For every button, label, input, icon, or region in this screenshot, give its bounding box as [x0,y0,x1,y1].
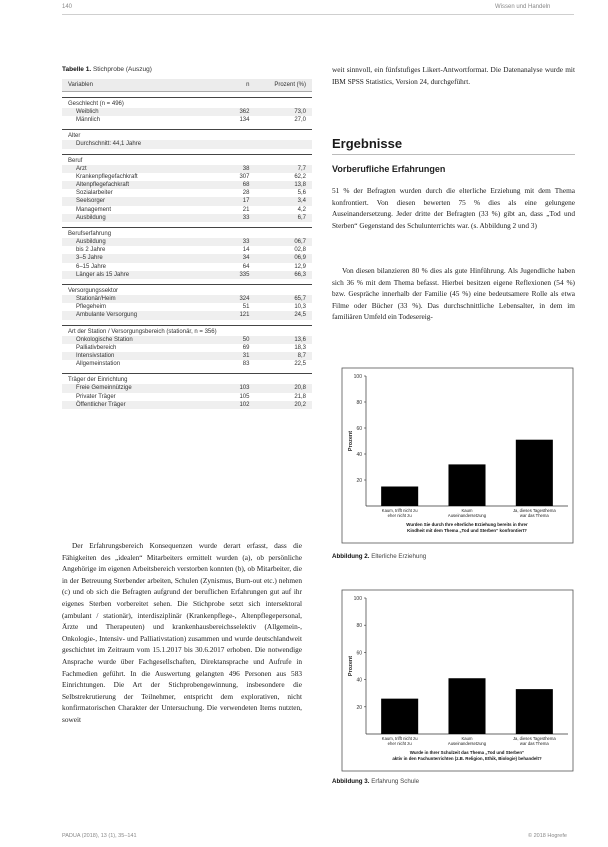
y-tick-label: 40 [356,677,362,684]
table-cell: bis 2 Jahre [76,247,106,254]
table-cell: 10,3 [294,304,306,311]
bar [448,678,485,734]
table-cell: Freie Gemeinnützige [76,385,132,392]
table-cell: 68 [242,182,250,189]
table-cell: Weiblich [76,109,99,115]
table-cell: 20,8 [294,385,306,392]
table-row [62,246,312,254]
table-cell: 33 [242,239,250,246]
table-cell: 307 [239,173,250,180]
table-cell: 73,0 [294,109,306,115]
table-cell: Management [76,206,112,213]
y-tick-label: 80 [356,623,362,630]
figure-2 [332,366,575,546]
table-section-title: Alter [68,133,81,140]
table-row [62,271,312,279]
table-cell: Privater Träger [76,393,116,400]
table-cell: 02,8 [294,247,306,254]
y-tick-label: 20 [356,704,362,711]
running-head: Wissen und Handeln [495,4,551,10]
figure-3-chart [332,588,575,773]
table-row [62,393,312,401]
table-section [62,227,312,279]
table-cell: 102 [239,401,250,408]
table-cell: 3–5 Jahre [76,255,103,262]
results-paragraph-2: Von diesen bilanzieren 80 % dies als gute Hinführung. Als Jugendliche haben sich 36 % mit dem Thema befasst. Hierbei besitzen eigene Reflexionen (54 %) bzw. Gespräche innerhalb der Familie (45 %) eine bedeutsamere Rolle als etwa Filme oder Bücher (33 %). Das durchschnittliche Lebensalter, in dem im familiären Umfeld ein Todesereig- [332,266,575,322]
table-cell: Intensivstation [76,353,115,360]
x-tick-label: Kaum, trifft nicht zu [381,508,418,513]
figure-3 [332,588,575,773]
table-section-title: Versorgungssektor [68,288,119,295]
table-section [62,373,312,409]
table-cell: 12,9 [294,263,306,270]
table-cell: Arzt [76,165,87,172]
bar [516,689,553,734]
table-section-title: Beruf [68,157,83,164]
table-cell: 4,2 [297,206,306,213]
table-cell: 50 [242,336,250,343]
table-row [62,344,312,352]
x-tick-label: Ja, dieses Tagesthema [512,736,556,741]
table-cell: Ausbildung [76,214,106,221]
table-cell: 13,6 [294,336,306,343]
header-rule [62,14,574,15]
table-caption-label: Tabelle 1. [62,66,92,73]
table-row [62,303,312,311]
table-cell: 51 [242,304,250,311]
y-axis-label: Prozent [348,655,354,677]
table-cell: Allgemeinstation [76,361,121,368]
sample-table [62,66,312,409]
page-number: 140 [62,4,73,10]
table-cell: 66,3 [294,271,306,278]
y-axis-label: Prozent [348,430,354,452]
y-tick-label: 80 [356,400,362,406]
x-tick-label: Kaum [461,736,473,741]
table-cell: 65,7 [294,296,306,303]
table-section [62,129,312,148]
table-cell: Krankenpflegefachkraft [76,173,138,180]
table-row [62,263,312,271]
table-row [62,108,312,116]
table-cell: 103 [239,385,250,392]
x-tick-label: Auseinandersetzung [447,741,487,746]
table-cell: 134 [239,117,250,124]
table-cell: Onkologische Station [76,336,133,343]
table-cell: Palliativbereich [76,344,117,351]
table-row [62,254,312,262]
table-section-title: Geschlecht (n = 496) [68,101,124,107]
left-body-paragraph: Der Erfahrungsbereich Konsequenzen wurde derart erfasst, dass die Fähigkeiten des „idealen“ Mitarbeiters ermittelt wurden (a), ob persönliche Angehörige im eigenen Arbeitsbereich verstorben konnten (b), ob Mitarbeiter, die in der Betreuung Sterbender arbeiten, Schulen (Zynismus, Burn-out etc.) nehmen (c) und ob sich die Befragten aufgrund der beruflichen Erfahrungen gut auf ihr eigenes Sterben vorbereitet sehen. Die Stichprobe setzt sich intersektoral (ambulant / stationär), interdisziplinär (Krankenpflege-, Altenpflegepersonal, Ärzte und Therapeuten) und krankenhausbereichsselektiv (Allgemein-, Onkologie-, Intensiv- und Palliativstation) zusammen und wurde deutschlandweit geschichtet im Zeitraum vom 15.1.2017 bis 30.6.2017 erhoben. Die notwendige Ansprache wurde über Fachgesellschaften, Direktansprache und Aufrufe in Fachmedien geführt. In die Auswertung gelangten 496 Personen aus 583 Einrichtungen. Die Art der Stichprobengewinnung, insbesondere die Selbstrekrutierung der Teilnehmer, entspricht dem explorativen, nicht konfirmatorischen Charakter der Untersuchung. Die verwendeten Items nutzten, soweit [62,541,302,724]
bar [516,440,553,506]
x-axis-label: Wurde in Ihrer Schulzeit das Thema „Tod und Sterben“ [409,750,525,755]
table-cell: 105 [239,393,250,400]
x-tick-label: Kaum [461,508,473,513]
table-row [62,165,312,173]
y-tick-label: 100 [353,374,362,380]
x-tick-label: eher nicht zu [387,513,412,518]
x-tick-label: Ja, dieses Tagesthema [512,508,556,513]
table-cell: 38 [242,165,250,172]
table-caption-text: Stichprobe (Auszug) [92,66,152,73]
table-row [62,189,312,197]
table-cell: Seelsorger [76,198,106,205]
table-cell: Länger als 15 Jahre [76,271,130,278]
table-section [62,97,312,124]
table-row [62,238,312,246]
table-row [62,214,312,222]
table-cell: 17 [242,198,250,205]
table-cell: 33 [242,214,250,221]
table-cell: 6,7 [297,214,306,221]
table-cell: 21,8 [294,393,306,400]
y-tick-label: 40 [356,452,362,458]
table-cell: 13,8 [294,182,306,189]
table-section [62,325,312,369]
table-cell: 24,5 [294,312,306,319]
table-cell: 21 [242,206,250,213]
y-tick-label: 100 [353,596,362,602]
section-rule [332,154,575,155]
figure-2-caption [332,553,426,560]
table-row [62,352,312,360]
table-body [62,97,312,409]
table-cell: 335 [239,271,250,278]
table-cell: 31 [242,353,250,360]
figure-3-caption [332,778,419,785]
table-row [62,140,312,148]
table-row [62,295,312,303]
table-cell: 362 [239,109,250,115]
table-cell: 22,5 [294,361,306,368]
y-tick-label: 60 [356,426,362,432]
table-cell: Pflegeheim [76,304,107,311]
table-cell: 83 [242,361,250,368]
table-row [62,311,312,319]
figure-2-chart [332,366,575,546]
table-cell: 27,0 [294,117,306,124]
y-tick-label: 60 [356,650,362,657]
table-cell: 6–15 Jahre [76,263,107,270]
table-cell: 64 [242,263,250,270]
table-row [62,206,312,214]
subsection-heading: Vorberufliche Erfahrungen [332,164,446,174]
column-header: Variablen [68,82,93,88]
table-section [62,284,312,320]
table-cell: Männlich [76,117,101,124]
table-row [62,173,312,181]
footer-publisher: © 2018 Hogrefe [528,833,567,839]
table-cell: 69 [242,344,250,351]
table-cell [249,140,306,148]
table-cell: 121 [239,312,250,319]
table-row [62,360,312,368]
table-section [62,154,312,222]
table-cell: Stationär/Heim [76,296,116,303]
table-cell: 62,2 [294,173,306,180]
x-axis-label: aktiv in den Fachunterrichten (z.B. Religion, Ethik, Biologie) behandelt? [392,756,542,761]
figure-2-caption-label: Abbildung 2. [332,553,370,560]
table-section-title: Träger der Einrichtung [68,377,128,384]
bar [448,464,485,506]
results-paragraph-1: 51 % der Befragten wurden durch die elterliche Erziehung mit dem Thema konfrontiert. Von diesen bewerten 75 % dies als eine gelungene Auseinandersetzung. Jeder dritte der Befragten (33 %) gibt an, dass „Tod und Sterben“ Gegenstand des Schulunterrichts war. (s. Abbildung 2 und 3) [332,186,575,230]
bar [381,487,418,507]
table-header-row [62,79,312,92]
table-cell: 14 [242,247,250,254]
table-cell: 5,6 [297,190,306,197]
table-cell: 34 [242,255,250,262]
figure-2-caption-text: Elterliche Erziehung [371,553,427,560]
table-cell: 20,2 [294,401,306,408]
table-cell: 324 [239,296,250,303]
table-cell: Ambulante Versorgung [76,312,138,319]
table-row [62,401,312,409]
bar [381,699,418,734]
table-row [62,181,312,189]
section-heading: Ergebnisse [332,136,403,151]
right-intro-paragraph: weit sinnvoll, ein fünfstufiges Likert-Antwortformat. Die Datenanalyse wurde mit IBM SPSS Statistics, Version 24, durchgeführt. [332,65,575,86]
table-cell: 18,3 [294,344,306,351]
table-row [62,384,312,392]
x-axis-label: Kindheit mit dem Thema „Tod und Sterben“ konfrontiert? [407,528,527,533]
table-cell: 28 [242,190,250,197]
table-cell: Ausbildung [76,239,106,246]
x-tick-label: war das Thema [519,513,549,518]
x-tick-label: Auseinandersetzung [447,513,487,518]
table-cell [214,140,249,148]
column-header: n [246,82,250,88]
table-cell: Durchschnitt: 44,1 Jahre [76,141,142,148]
table-cell: Altenpflegefachkraft [76,182,130,189]
y-tick-label: 20 [356,478,362,484]
figure-3-caption-label: Abbildung 3. [332,778,370,785]
table-cell: 8,7 [297,353,306,360]
table-section-title: Art der Station / Versorgungsbereich (stationär, n = 356) [68,328,217,335]
table-cell: 06,7 [294,239,306,246]
table-row [62,116,312,124]
column-header: Prozent (%) [274,82,306,88]
table-section-title: Berufserfahrung [68,231,112,238]
table-cell: 7,7 [297,165,306,172]
x-tick-label: eher nicht zu [387,741,412,746]
x-tick-label: Kaum, trifft nicht zu [381,736,418,741]
table-cell: 3,4 [297,198,306,205]
table-cell: Sozialarbeiter [76,190,113,197]
table-cell: 06,9 [294,255,306,262]
table-row [62,336,312,344]
footer-citation: PADUA (2018), 13 (1), 35–141 [62,833,137,839]
table-cell: Öffentlicher Träger [76,401,126,408]
x-tick-label: war das Thema [519,741,549,746]
table-row [62,197,312,205]
x-axis-label: Wurden Sie durch Ihre elterliche Erziehung bereits in Ihrer [406,522,528,527]
figure-3-caption-text: Erfahrung Schule [371,778,420,785]
table-caption [62,66,312,73]
